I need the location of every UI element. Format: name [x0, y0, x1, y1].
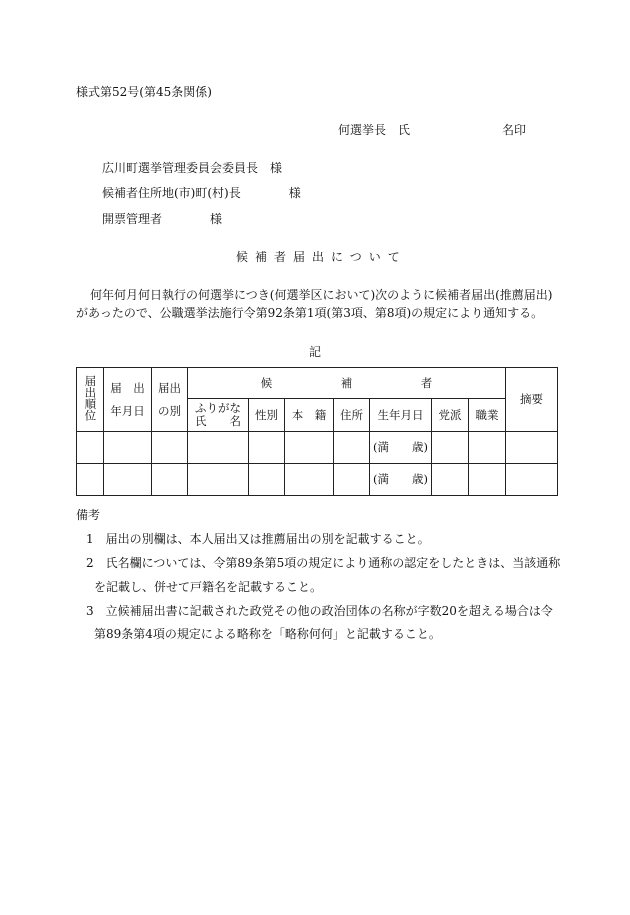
- note-2: 2 氏名欄については、令第89条第5項の規定により通称の認定をしたときは、当該通称: [86, 556, 561, 570]
- header-gender: 性別: [249, 399, 285, 432]
- note-2-cont: を記載し、併せて戸籍名を記載すること。: [94, 580, 323, 594]
- header-party: 党派: [432, 399, 469, 432]
- addressee-committee: 広川町選挙管理委員会委員長 様: [102, 161, 283, 175]
- ki-label: 記: [309, 345, 322, 359]
- form-number: 様式第52号(第45条関係): [76, 85, 212, 99]
- note-3-cont: 第89条第4項の規定による略称を「略称何何」と記載すること。: [94, 627, 441, 641]
- header-order: 届出順位: [77, 368, 104, 432]
- header-honseki: 本 籍: [285, 399, 334, 432]
- header-birth: 生年月日: [370, 399, 432, 432]
- body-line-1: 何年何月何日執行の何選挙につき(何選挙区において)次のように候補者届出(推薦届出): [90, 288, 553, 302]
- body-line-2: があったので、公職選挙法施行令第92条第1項(第3項、第8項)の規定により通知する。: [76, 306, 544, 320]
- candidate-table: [76, 367, 558, 496]
- notes-heading: 備考: [76, 508, 101, 522]
- age-cell[interactable]: (満 歳): [370, 432, 432, 464]
- document-title: 候補者届出について: [236, 250, 407, 264]
- note-1: 1 届出の別欄は、本人届出又は推薦届出の別を記載すること。: [86, 532, 430, 546]
- table-row: [77, 464, 558, 496]
- age-cell[interactable]: (満 歳): [370, 464, 432, 496]
- header-address: 住所: [334, 399, 370, 432]
- header-date: 届 出 年月日: [104, 368, 152, 432]
- header-type: 届出 の別: [152, 368, 188, 432]
- header-job: 職業: [469, 399, 506, 432]
- addressee-mayor: 候補者住所地(市)町(村)長 様: [102, 186, 301, 200]
- sender-name: 何選挙長 氏: [338, 123, 411, 137]
- seal-label: 名印: [502, 123, 527, 137]
- header-name: ふりがな 氏 名: [188, 399, 249, 432]
- header-candidate: 候 補 者: [188, 368, 506, 399]
- header-remarks: 摘要: [506, 368, 558, 432]
- table-row: [77, 432, 558, 464]
- note-3: 3 立候補届出書に記載された政党その他の政治団体の名称が字数20を超える場合は令: [86, 604, 553, 618]
- addressee-counting-manager: 開票管理者 様: [102, 212, 223, 226]
